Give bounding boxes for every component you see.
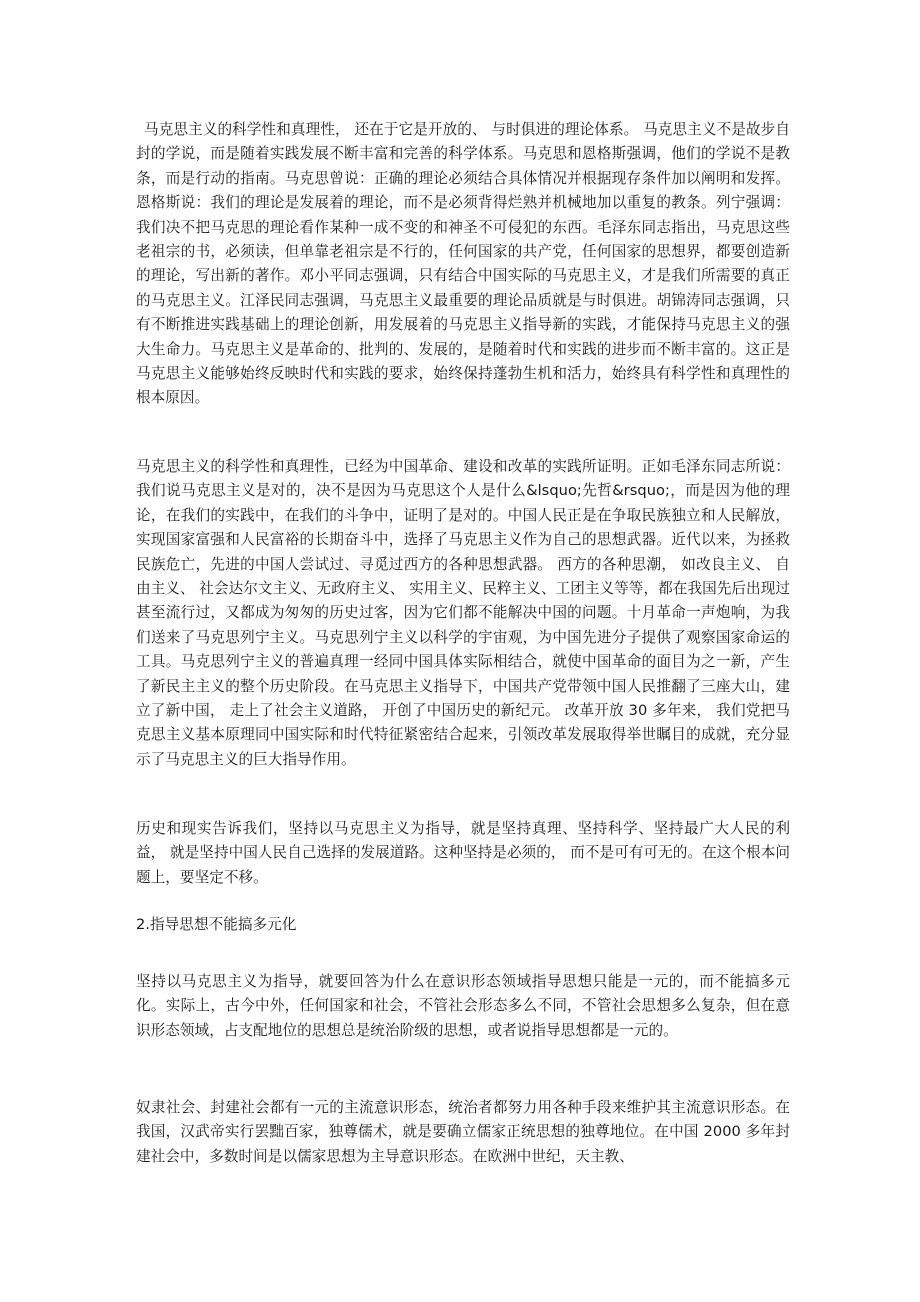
section-heading: 2.指导思想不能搞多元化: [136, 916, 297, 933]
paragraph-5: 奴隶社会、封建社会都有一元的主流意识形态，统治者都努力用各种手段来维护其主流意识形态。在我国，汉武帝实行罢黜百家，独尊儒术，就是要确立儒家正统思想的独尊地位。在中国 2000 多年封建社会中，多数时间是以儒家思想为主导意识形态。在欧洲中世纪，天主教、: [136, 1099, 790, 1165]
paragraph-3: 历史和现实告诉我们，坚持以马克思主义为指导，就是坚持真理、坚持科学、坚持最广大人民的利益， 就是坚持中国人民自己选择的发展道路。这种坚持是必须的， 而不是可有可无的。在这个根本问题上，要坚定不移。: [136, 820, 790, 886]
paragraph-2: 马克思主义的科学性和真理性，已经为中国革命、建设和改革的实践所证明。正如毛泽东同志所说：我们说马克思主义是对的，决不是因为马克思这个人是什么&lsquo;先哲&rsquo;，而是因为他的理论，在我们的实践中，在我们的斗争中，证明了是对的。中国人民正是在争取民族独立和人民解放，实现国家富强和人民富裕的长期奋斗中，选择了马克思主义作为自己的思想武器。近代以来，为拯救民族危亡，先进的中国人尝试过、寻觅过西方的各种思想武器。 西方的各种思潮， 如改良主义、 自由主义、 社会达尔文主义、无政府主义、 实用主义、民粹主义、工团主义等等，都在我国先后出现过甚至流行过，又都成为匆匆的历史过客，因为它们都不能解决中国的问题。十月革命一声炮响，为我们送来了马克思列宁主义。马克思列宁主义以科学的宇宙观，为中国先进分子提供了观察国家命运的工具。马克思列宁主义的普遍真理一经同中国具体实际相结合，就使中国革命的面目为之一新，产生了新民主主义的整个历史阶段。在马克思主义指导下，中国共产党带领中国人民推翻了三座大山，建立了新中国， 走上了社会主义道路， 开创了中国历史的新纪元。 改革开放 30 多年来， 我们党把马克思主义基本原理同中国实际和时代特征紧密结合起来，引领改革发展取得举世瞩目的成就，充分显示了马克思主义的巨大指导作用。: [136, 458, 790, 768]
paragraph-1: 马克思主义的科学性和真理性， 还在于它是开放的、 与时俱进的理论体系。 马克思主义不是故步自封的学说，而是随着实践发展不断丰富和完善的科学体系。马克思和恩格斯强调，他们的学说不是教条，而是行动的指南。马克思曾说：正确的理论必须结合具体情况并根据现存条件加以阐明和发挥。恩格斯说：我们的理论是发展着的理论，而不是必须背得烂熟并机械地加以重复的教条。列宁强调：我们决不把马克思的理论看作某种一成不变的和神圣不可侵犯的东西。毛泽东同志指出，马克思这些老祖宗的书，必须读，但单靠老祖宗是不行的，任何国家的共产党，任何国家的思想界，都要创造新的理论，写出新的著作。邓小平同志强调，只有结合中国实际的马克思主义，才是我们所需要的真正的马克思主义。江泽民同志强调，马克思主义最重要的理论品质就是与时俱进。胡锦涛同志强调，只有不断推进实践基础上的理论创新，用发展着的马克思主义指导新的实践，才能保持马克思主义的强大生命力。马克思主义是革命的、批判的、发展的，是随着时代和实践的进步而不断丰富的。这正是马克思主义能够始终反映时代和实践的要求，始终保持蓬勃生机和活力，始终具有科学性和真理性的根本原因。: [136, 121, 790, 407]
paragraph-4: 坚持以马克思主义为指导，就要回答为什么在意识形态领域指导思想只能是一元的，而不能搞多元化。实际上，古今中外，任何国家和社会，不管社会形态多么不同，不管社会思想多么复杂，但在意识形态领域，占支配地位的思想总是统治阶级的思想，或者说指导思想都是一元的。: [136, 973, 790, 1039]
